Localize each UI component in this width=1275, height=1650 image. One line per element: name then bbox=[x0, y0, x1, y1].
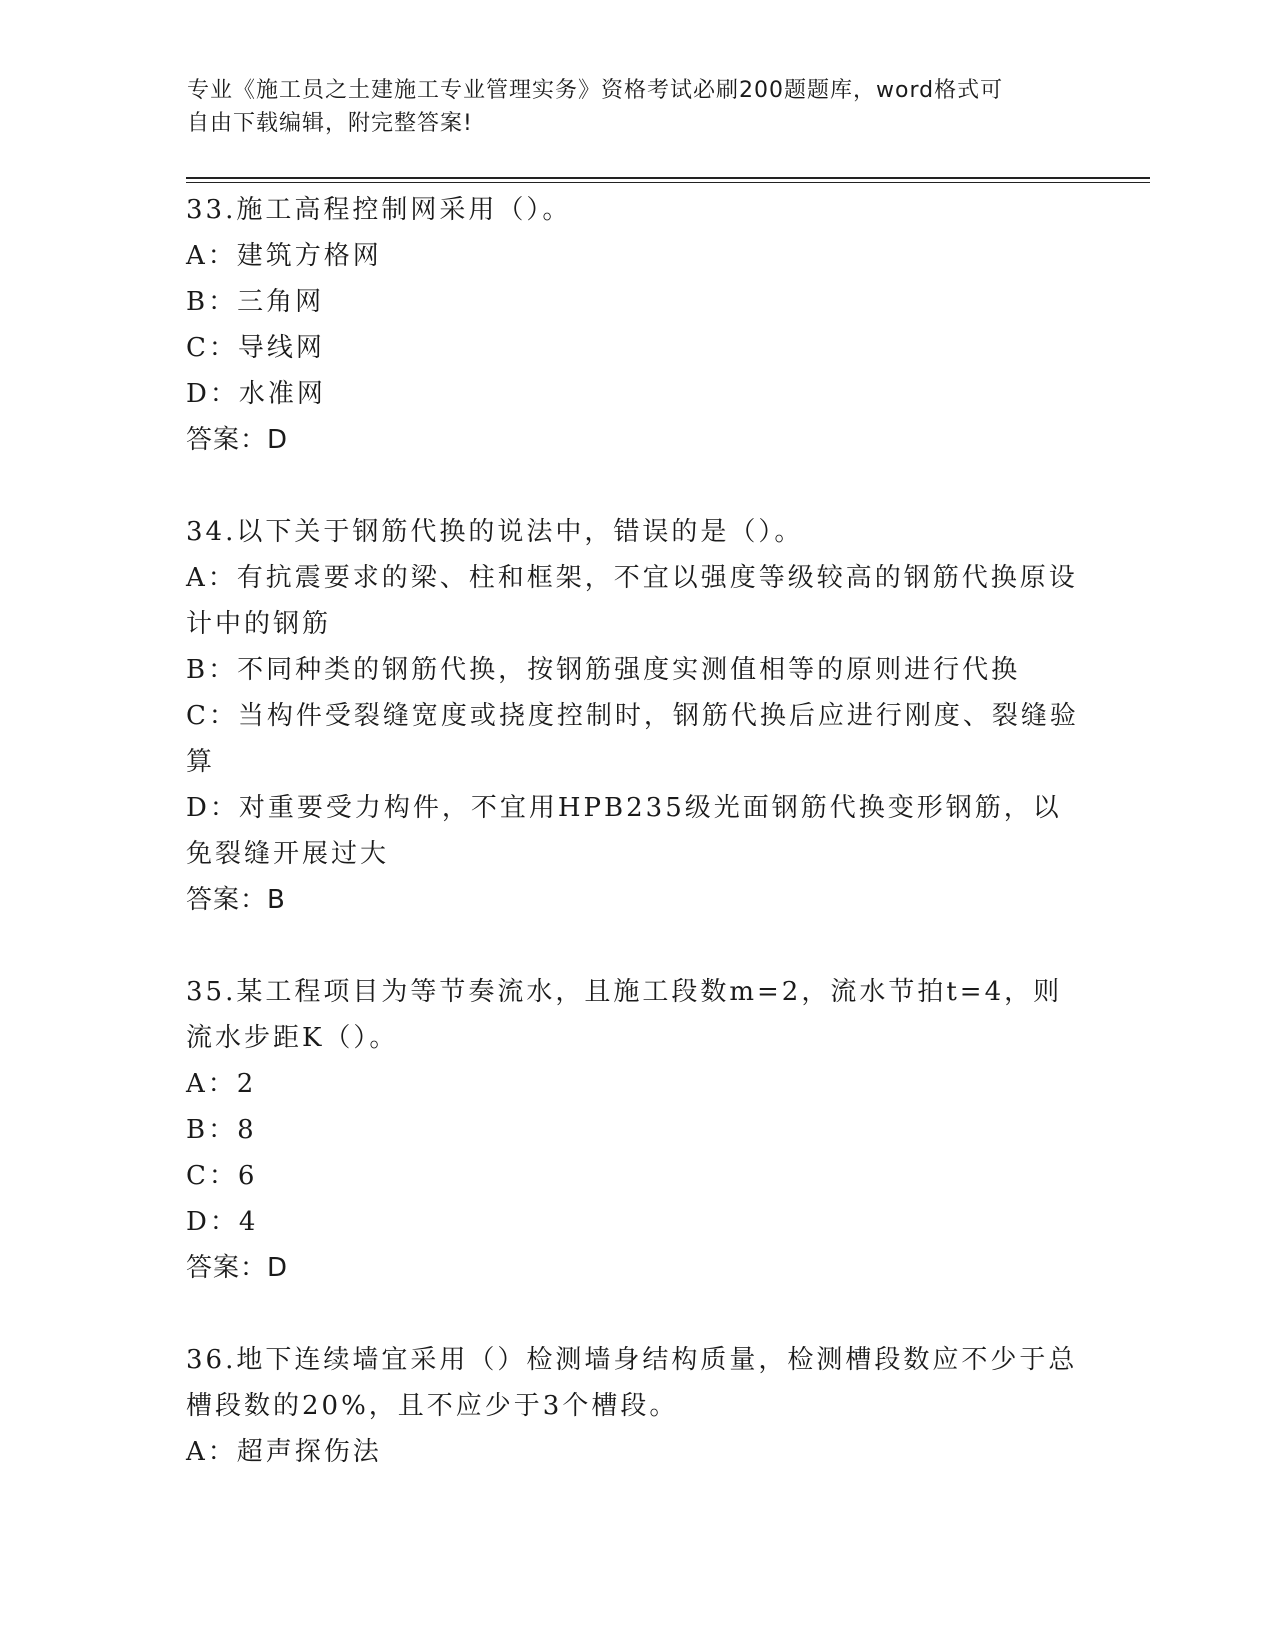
question-list bbox=[186, 187, 1086, 1475]
option-a: A：超声探伤法 bbox=[186, 1437, 382, 1467]
option-a: A：建筑方格网 bbox=[186, 241, 382, 271]
question-stem: 36.地下连续墙宜采用（）检测墙身结构质量，检测槽段数应不少于总槽段数的20%，且不应少于3个槽段。 bbox=[186, 1345, 1078, 1421]
question-33 bbox=[186, 187, 1086, 463]
header-divider-thin bbox=[186, 182, 1150, 183]
document-header bbox=[187, 74, 1067, 140]
answer-line: 答案：D bbox=[186, 425, 289, 455]
option-b: B：三角网 bbox=[186, 287, 325, 317]
question-35 bbox=[186, 969, 1086, 1291]
question-34 bbox=[186, 509, 1086, 923]
header-line-1: 专业《施工员之土建施工专业管理实务》资格考试必刷200题题库，word格式可 bbox=[187, 78, 1004, 103]
option-d: D：水准网 bbox=[186, 379, 326, 409]
option-c: C：6 bbox=[186, 1161, 258, 1191]
option-b: B：不同种类的钢筋代换，按钢筋强度实测值相等的原则进行代换 bbox=[186, 655, 1021, 685]
option-b: B：8 bbox=[186, 1115, 257, 1145]
option-a: A：2 bbox=[186, 1069, 257, 1099]
option-a: A：有抗震要求的梁、柱和框架，不宜以强度等级较高的钢筋代换原设计中的钢筋 bbox=[186, 563, 1078, 639]
option-d: D：对重要受力构件，不宜用HPB235级光面钢筋代换变形钢筋，以免裂缝开展过大 bbox=[186, 793, 1062, 869]
header-line-2: 自由下载编辑，附完整答案! bbox=[187, 111, 473, 136]
question-36 bbox=[186, 1337, 1086, 1475]
question-stem: 34.以下关于钢筋代换的说法中，错误的是（）。 bbox=[186, 517, 804, 547]
question-stem: 33.施工高程控制网采用（）。 bbox=[186, 195, 572, 225]
option-c: C：当构件受裂缝宽度或挠度控制时，钢筋代换后应进行刚度、裂缝验算 bbox=[186, 701, 1079, 777]
option-c: C：导线网 bbox=[186, 333, 325, 363]
question-stem: 35.某工程项目为等节奏流水，且施工段数m=2，流水节拍t=4，则流水步距K（）。 bbox=[186, 977, 1063, 1053]
option-d: D：4 bbox=[186, 1207, 259, 1237]
header-divider-thick bbox=[186, 177, 1150, 179]
answer-line: 答案：D bbox=[186, 1253, 289, 1283]
answer-line: 答案：B bbox=[186, 885, 286, 915]
